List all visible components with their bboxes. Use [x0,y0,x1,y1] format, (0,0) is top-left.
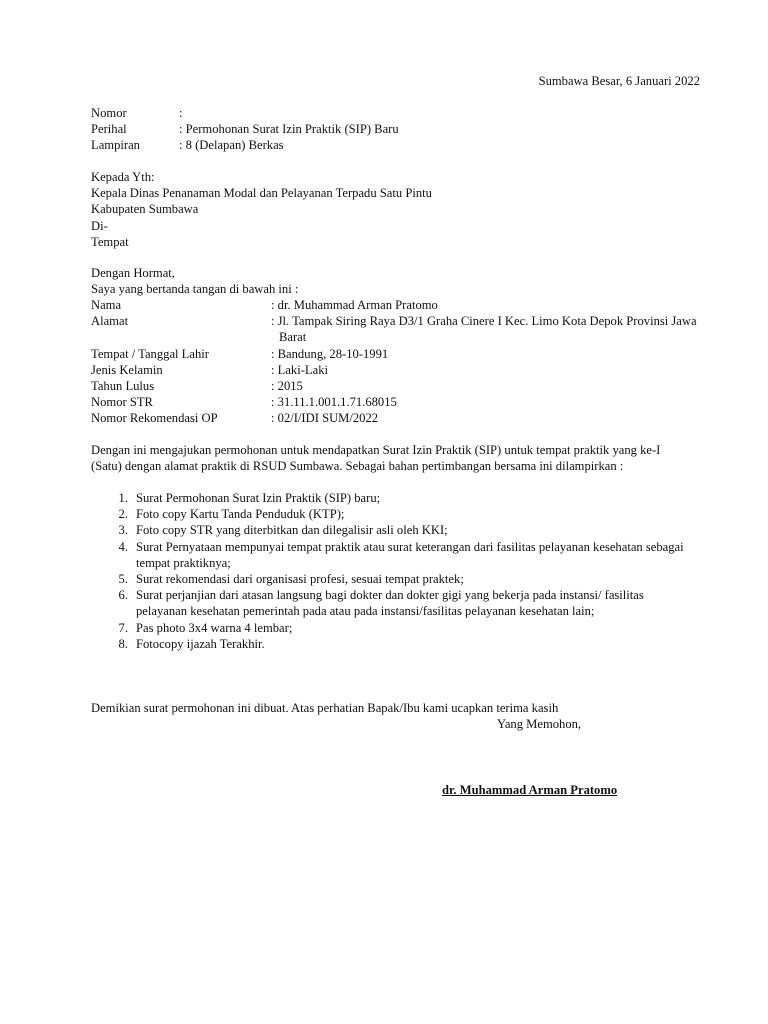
list-item [91,620,691,636]
identity-row [91,394,709,410]
letter-date: Sumbawa Besar, 6 Januari 2022 [538,74,700,88]
identity-row [91,346,709,362]
identity-value: : 02/I/IDI SUM/2022 [271,411,379,426]
identity-value: : dr. Muhammad Arman Pratomo [271,298,438,312]
identity-value: : Bandung, 28-10-1991 [271,346,389,361]
identity-value: : Jl. Tampak Siring Raya D3/1 Graha Cinere I Kec. Limo Kota Depok Provinsi Jawa Barat [271,314,697,345]
recipient-line: Kepala Dinas Penanaman Modal dan Pelayanan Terpadu Satu Pintu [91,186,432,201]
recipient-line: Kabupaten Sumbawa [91,202,199,217]
list-number: 3. [118,523,128,538]
list-item [91,587,691,619]
identity-label: Tahun Lulus [91,379,155,394]
list-text: Surat Permohonan Surat Izin Praktik (SIP) baru; [136,491,381,505]
identity-value: : 31.11.1.001.1.71.68015 [271,395,397,410]
closing-line: Demikian surat permohonan ini dibuat. Atas perhatian Bapak/Ibu kami ucapkan terima kasih [91,701,559,715]
list-item [91,636,691,652]
list-text: Pas photo 3x4 warna 4 lembar; [136,620,293,635]
identity-label: Nomor Rekomendasi OP [91,411,218,426]
list-number: 6. [118,588,128,603]
header-value: : 8 (Delapan) Berkas [179,138,284,152]
list-number: 5. [118,572,128,587]
signature-name: dr. Muhammad Arman Pratomo [442,783,618,797]
request-paragraph: Dengan ini mengajukan permohonan untuk mendapatkan Surat Izin Praktik (SIP) untuk tempat praktik yang ke-I (Satu) dengan alamat praktik di RSUD Sumbawa. Sebagai bahan pertimbangan bersama ini dilampirkan : [91,443,661,474]
recipient-line: Tempat [91,234,129,249]
greeting: Dengan Hormat, [91,266,175,280]
identity-label: Alamat [91,314,129,329]
list-number: 2. [118,507,128,522]
header-value: : Permohonan Surat Izin Praktik (SIP) Baru [179,122,399,136]
list-item [91,571,691,587]
list-number: 1. [118,491,128,505]
list-text: Surat rekomendasi dari organisasi profesi, sesuai tempat praktek; [136,572,464,587]
header-value: : [179,106,183,120]
recipient-line: Di- [91,218,108,233]
identity-label: Tempat / Tanggal Lahir [91,346,209,361]
identity-label: Nomor STR [91,395,153,410]
greeting-block [91,265,298,297]
list-item [91,490,691,506]
identity-row [91,362,709,378]
header-row-lampiran [91,137,284,153]
list-text: Foto copy Kartu Tanda Penduduk (KTP); [136,507,345,522]
list-number: 8. [118,636,128,651]
intro-line: Saya yang bertanda tangan di bawah ini : [91,282,299,297]
list-item [91,506,691,522]
recipient-block [91,169,432,250]
identity-value: : 2015 [271,379,303,394]
attachment-list [91,490,691,652]
identity-value: : Laki-Laki [271,362,328,377]
list-text: Surat Pernyataan mempunyai tempat praktik atau surat keterangan dari fasilitas pelayanan kesehatan sebagai tempat praktiknya; [136,539,684,570]
signoff: Yang Memohon, [497,717,582,731]
list-number: 4. [118,539,128,554]
identity-block [91,297,709,427]
header-label: Perihal [91,122,127,136]
header-label: Lampiran [91,138,140,152]
list-text: Foto copy STR yang diterbitkan dan dilegalisir asli oleh KKI; [136,523,448,538]
header-row-nomor [91,105,183,121]
identity-row [91,410,709,426]
list-item [91,522,691,538]
identity-label: Nama [91,298,122,312]
list-text: Fotocopy ijazah Terakhir. [136,636,265,651]
list-text: Surat perjanjian dari atasan langsung bagi dokter dan dokter gigi yang bekerja pada instansi/ fasilitas pelayanan kesehatan pemerintah pada atau pada instansi/fasilitas pelayanan kesehatan lain; [136,588,644,619]
list-number: 7. [118,620,128,635]
identity-row [91,313,709,345]
list-item [91,539,691,571]
recipient-line: Kepada Yth: [91,170,155,184]
header-row-perihal [91,121,399,137]
identity-label: Jenis Kelamin [91,362,163,377]
identity-row [91,378,709,394]
header-label: Nomor [91,106,127,120]
identity-row [91,297,709,313]
